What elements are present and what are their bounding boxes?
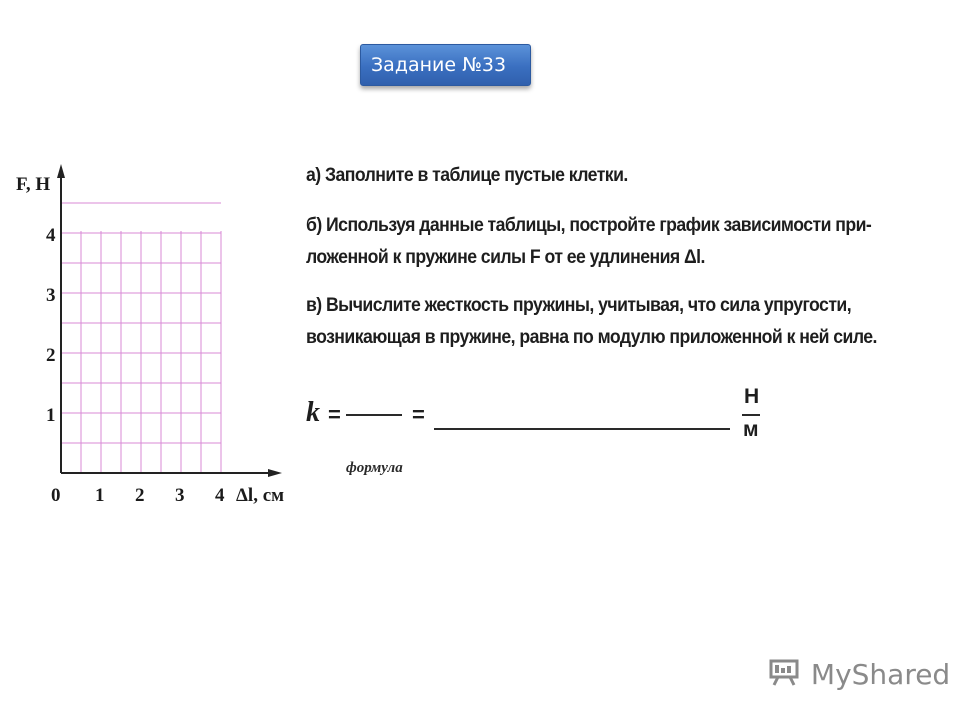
equals-sign-2: = [412,402,425,427]
unit-fraction-bar [742,414,760,416]
presentation-board-icon [768,655,800,694]
formula-blank[interactable] [346,414,402,416]
stiffness-formula [306,385,960,478]
y-tick-label: 3 [46,285,56,306]
x-tick-label: 0 [51,485,61,506]
task-number-button[interactable]: Задание №33 [360,44,531,86]
unit-denominator: м [743,418,759,441]
equals-sign-1: = [328,402,341,427]
x-axis-arrow [268,469,282,477]
x-tick-label: 4 [215,485,225,506]
x-axis-label: Δl, см [236,485,285,506]
x-tick-label: 3 [175,485,185,506]
task-b-line2: ложенной к пружине силы F от ее удлинения Δl. [306,247,705,268]
force-elongation-chart [0,150,300,520]
x-tick-label: 1 [95,485,105,506]
y-tick-label: 2 [46,345,56,366]
task-b-line1: б) Используя данные таблицы, постройте график зависимости при- [306,215,872,236]
watermark-text: MyShared [810,658,951,691]
y-axis-arrow [57,164,65,178]
task-c-line1: в) Вычислите жесткость пружины, учитывая, что сила упругости, [306,295,852,316]
task-c-line2: возникающая в пружине, равна по модулю приложенной к ней силе. [306,327,877,348]
k-symbol: k [306,397,320,428]
answer-blank[interactable] [434,428,730,430]
y-tick-label: 4 [46,225,56,246]
watermark [768,655,950,695]
y-tick-labels [46,225,56,426]
formula-caption: формула [346,460,403,476]
x-tick-label: 2 [135,485,145,506]
chart-grid [61,203,221,473]
x-tick-labels [51,485,225,506]
unit-numerator: Н [744,385,760,408]
task-a-text: а) Заполните в таблице пустые клетки. [306,165,628,186]
y-tick-label: 1 [46,405,56,426]
y-axis-label: F, Н [16,174,51,195]
